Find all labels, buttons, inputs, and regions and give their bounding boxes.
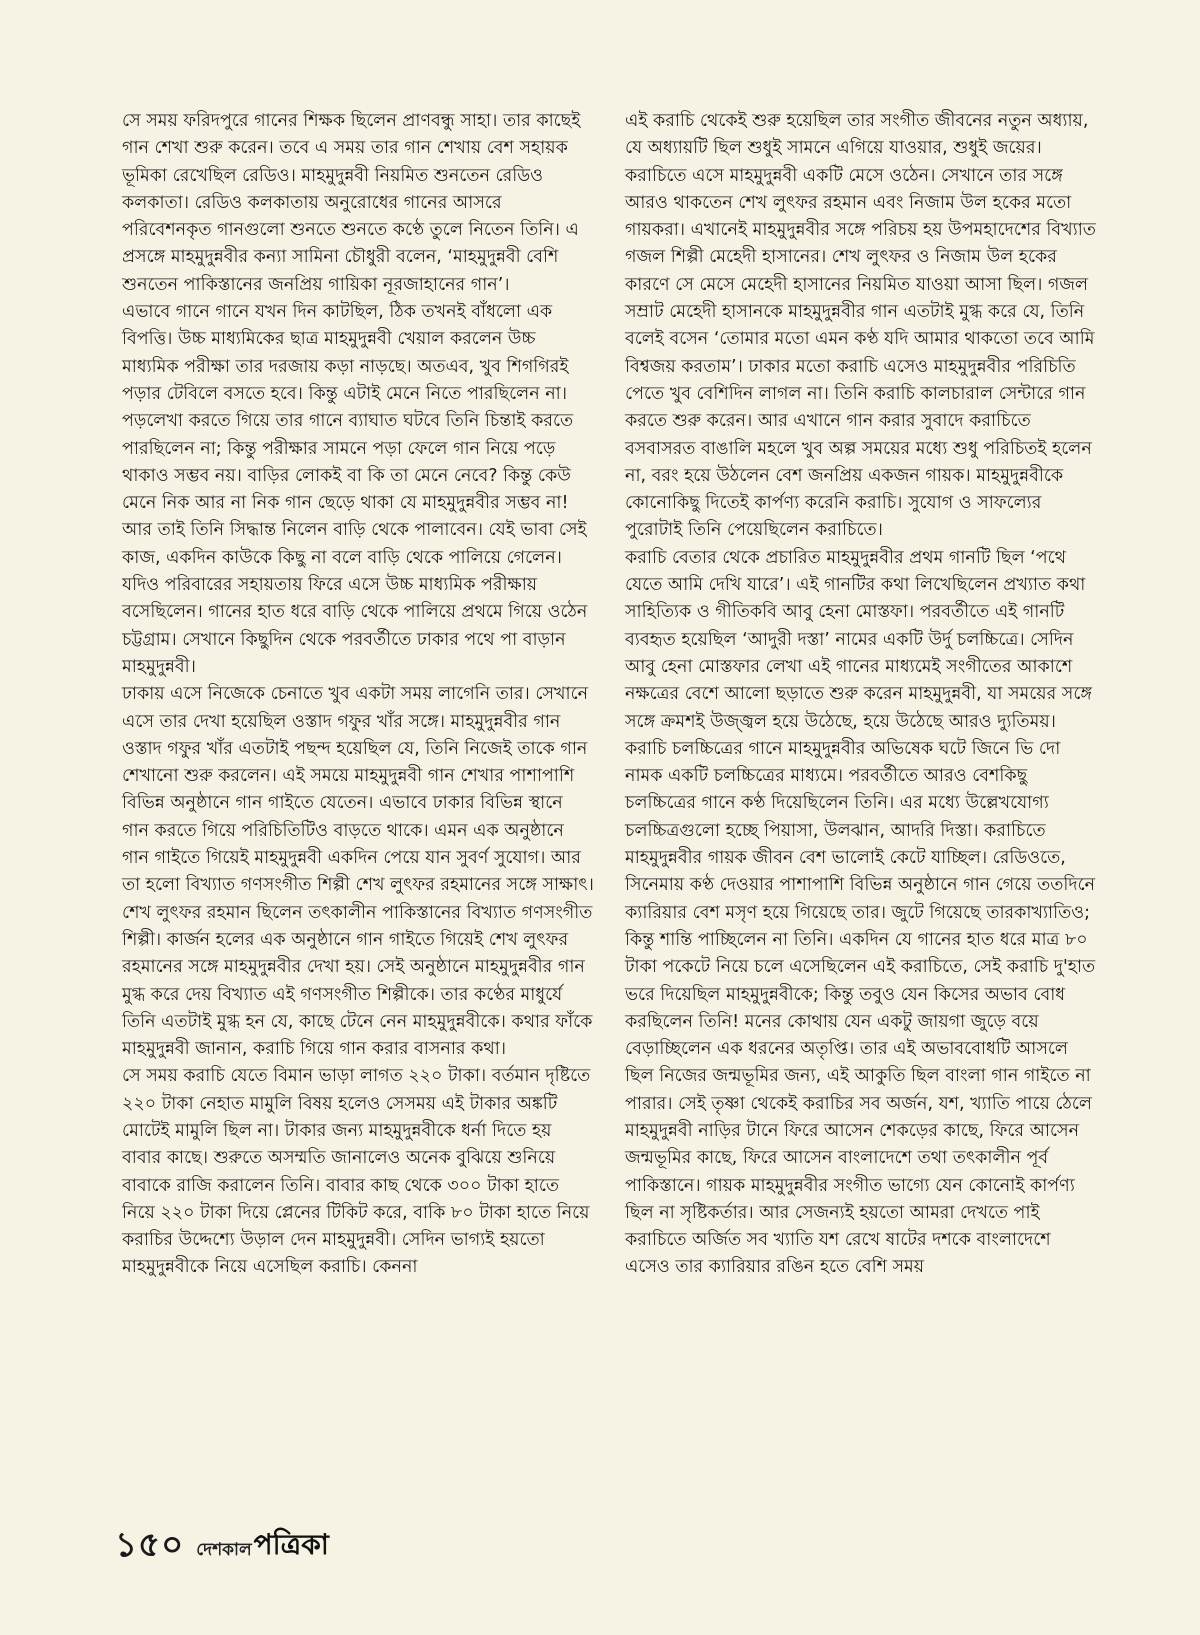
paragraph: সে সময় ফরিদপুরে গানের শিক্ষক ছিলেন প্রাণবন্ধু সাহা। তার কাছেই গান শেখা শুরু করেন। তবে এ সময় তার গান শেখায় বেশ সহায়ক ভূমিকা রেখেছিল রেডিও। মাহমুদুন্নবী নিয়মিত শুনতেন রেডিও কলকাতা। রেডিও কলকাতায় অনুরোধের গানের আসরে পরিবেশনকৃত গানগুলো শুনতে শুনতে কণ্ঠে তুলে নিতেন তিনি। এ প্রসঙ্গে মাহমুদুন্নবীর কন্যা সামিনা চৌধুরী বলেন, ‘মাহমুদুন্নবী বেশি শুনতেন পাকিস্তানের জনপ্রিয় গায়িকা নূরজাহানের গান’। bbox=[122, 111, 581, 295]
page-footer bbox=[115, 1523, 329, 1563]
right-text-column bbox=[625, 108, 1097, 1282]
paragraph: করাচিতে এসে মাহমুদুন্নবী একটি মেসে ওঠেন। সেখানে তার সঙ্গে আরও থাকতেন শেখ লুৎফর রহমান এবং নিজাম উল হকের মতো গায়করা। এখানেই মাহমুদুন্নবীর সঙ্গে পরিচয় হয় উপমহাদেশের বিখ্যাত গজল শিল্পী মেহেদী হাসানের। শেখ লুৎফর ও নিজাম উল হকের কারণে সে মেসে মেহেদী হাসানের নিয়মিত যাওয়া আসা ছিল। গজল সম্রাট মেহেদী হাসানকে মাহমুদুন্নবীর গান এতটাই মুগ্ধ করে যে, তিনি বলেই বসেন ‘তোমার মতো এমন কণ্ঠ যদি আমার থাকতো তবে আমি বিশ্বজয় করতাম’। ঢাকার মতো করাচি এসেও মাহমুদুন্নবীর পরিচিতি পেতে খুব বেশিদিন লাগল না। তিনি করাচি কালচারাল সেন্টারে গান করতে শুরু করেন। আর এখানে গান করার সুবাদে করাচিতে বসবাসরত বাঙালি মহলে খুব অল্প সময়ের মধ্যে শুধু পরিচিতই হলেন না, বরং হয়ে উঠলেন বেশ জনপ্রিয় একজন গায়ক। মাহমুদুন্নবীকে কোনোকিছু দিতেই কার্পণ্য করেনি করাচি। সুযোগ ও সাফল্যের পুরোটাই তিনি পেয়েছিলেন করাচিতে। bbox=[625, 165, 1096, 541]
page-number: ১৫০ bbox=[115, 1525, 185, 1565]
paragraph: ঢাকায় এসে নিজেকে চেনাতে খুব একটা সময় লাগেনি তার। সেখানে এসে তার দেখা হয়েছিল ওস্তাদ গফুর খাঁর সঙ্গে। মাহমুদুন্নবীর গান ওস্তাদ গফুর খাঁর এতটাই পছন্দ হয়েছিল যে, তিনি নিজেই তাকে গান শেখানো শুরু করলেন। এই সময়ে মাহমুদুন্নবী গান শেখার পাশাপাশি বিভিন্ন অনুষ্ঠানে গান গাইতে যেতেন। এভাবে ঢাকার বিভিন্ন স্থানে গান করতে গিয়ে পরিচিতিটিও বাড়তে থাকে। এমন এক অনুষ্ঠানে গান গাইতে গিয়েই মাহমুদুন্নবী একদিন পেয়ে যান সুবর্ণ সুযোগ। আর তা হলো বিখ্যাত গণসংগীত শিল্পী শেখ লুৎফর রহমানের সঙ্গে সাক্ষাৎ। শেখ লুৎফর রহমান ছিলেন তৎকালীন পাকিস্তানের বিখ্যাত গণসংগীত শিল্পী। কার্জন হলের এক অনুষ্ঠানে গান গাইতে গিয়েই শেখ লুৎফর রহমানের সঙ্গে মাহমুদুন্নবীর দেখা হয়। সেই অনুষ্ঠানে মাহমুদুন্নবীর গান মুগ্ধ করে দেয় বিখ্যাত এই গণসংগীত শিল্পীকে। তার কণ্ঠের মাধুর্যে তিনি এতটাই মুগ্ধ হন যে, কাছে টেনে নেন মাহমুদুন্নবীকে। কথার ফাঁকে মাহমুদুন্নবী জানান, করাচি গিয়ে গান করার বাসনার কথা। bbox=[122, 684, 594, 1060]
paragraph: এভাবে গানে গানে যখন দিন কাটছিল, ঠিক তখনই বাঁধলো এক বিপত্তি। উচ্চ মাধ্যমিকের ছাত্র মাহমুদুন্নবী খেয়াল করলেন উচ্চ মাধ্যমিক পরীক্ষা তার দরজায় কড়া নাড়ছে। অতএব, খুব শিগগিরই পড়ার টেবিলে বসতে হবে। কিন্তু এটাই মেনে নিতে পারছিলেন না। পড়লেখা করতে গিয়ে তার গানে ব্যাঘাত ঘটবে তিনি চিন্তাই করতে পারছিলেন না; কিন্তু পরীক্ষার সামনে পড়া ফেলে গান নিয়ে পড়ে থাকাও সম্ভব নয়। বাড়ির লোকই বা কি তা মেনে নেবে? কিন্তু কেউ মেনে নিক আর না নিক গান ছেড়ে থাকা যে মাহমুদুন্নবীর সম্ভব না! আর তাই তিনি সিদ্ধান্ত নিলেন বাড়ি থেকে পালাবেন। যেই ভাবা সেই কাজ, একদিন কাউকে কিছু না বলে বাড়ি থেকে পালিয়ে গেলেন। যদিও পরিবারের সহায়তায় ফিরে এসে উচ্চ মাধ্যমিক পরীক্ষায় বসেছিলেন। গানের হাত ধরে বাড়ি থেকে পালিয়ে প্রথমে গিয়ে ওঠেন চট্টগ্রাম। সেখানে কিছুদিন থেকে পরবর্তীতে ঢাকার পথে পা বাড়ান মাহমুদুন্নবী। bbox=[122, 302, 588, 677]
paragraph: এই করাচি থেকেই শুরু হয়েছিল তার সংগীত জীবনের নতুন অধ্যায়, যে অধ্যায়টি ছিল শুধুই সামনে এগিয়ে যাওয়ার, শুধুই জয়ের। bbox=[625, 111, 1089, 159]
magazine-logo bbox=[196, 1530, 329, 1563]
logo-big-text: পত্রিকা bbox=[253, 1528, 329, 1561]
paragraph: করাচি বেতার থেকে প্রচারিত মাহমুদুন্নবীর প্রথম গানটি ছিল ‘পথে যেতে আমি দেখি যারে’। এই গানটির কথা লিখেছিলেন প্রখ্যাত কথা সাহিত্যিক ও গীতিকবি আবু হেনা মোস্তফা। পরবর্তীতে এই গানটি ব্যবহৃত হয়েছিল ‘আদুরী দস্তা’ নামের একটি উর্দু চলচ্চিত্রে। সেদিন আবু হেনা মোস্তফার লেখা এই গানের মাধ্যমেই সংগীতের আকাশে নক্ষত্রের বেশে আলো ছড়াতে শুরু করেন মাহমুদুন্নবী, যা সময়ের সঙ্গে সঙ্গে ক্রমশই উজ্জ্বল হয়ে উঠেছে, হয়ে উঠেছে আরও দ্যুতিময়। করাচি চলচ্চিত্রের গানে মাহমুদুন্নবীর অভিষেক ঘটে জিনে ভি দো নামক একটি চলচ্চিত্রের মাধ্যমে। পরবর্তীতে আরও বেশকিছু চলচ্চিত্রের গানে কণ্ঠ দিয়েছিলেন তিনি। এর মধ্যে উল্লেখযোগ্য চলচ্চিত্রগুলো হচ্ছে পিয়াসা, উলঝান, আদরি দিস্তা। করাচিতে মাহমুদুন্নবীর গায়ক জীবন বেশ ভালোই কেটে যাচ্ছিল। রেডিওতে, সিনেমায় কণ্ঠ দেওয়ার পাশাপাশি বিভিন্ন অনুষ্ঠানে গান গেয়ে ততদিনে ক্যারিয়ার বেশ মসৃণ হয়ে গিয়েছে তার। জুটে গিয়েছে তারকাখ্যাতিও; কিন্তু শান্তি পাচ্ছিলেন না তিনি। একদিন যে গানের হাত ধরে মাত্র ৮০ টাকা পকেটে নিয়ে চলে এসেছিলেন এই করাচিতে, সেই করাচি দু'হাত ভরে দিয়েছিল মাহমুদুন্নবীকে; কিন্তু তবুও যেন কিসের অভাব বোধ করছিলেন তিনি! মনের কোথায় যেন একটু জায়গা জুড়ে বয়ে বেড়াচ্ছিলেন এক ধরনের অতৃপ্তি। তার এই অভাববোধটি আসলে ছিল নিজের জন্মভূমির জন্য, এই আকুতি ছিল বাংলা গান গাইতে না পারার। সেই তৃষ্ণা থেকেই করাচির সব অর্জন, যশ, খ্যাতি পায়ে ঠেলে মাহমুদুন্নবী নাড়ির টানে ফিরে আসেন শেকড়ের কাছে, ফিরে আসেন জন্মভূমির কাছে, ফিরে আসেন বাংলাদেশে তথা তৎকালীন পূর্ব পাকিস্তানে। গায়ক মাহমুদুন্নবীর সংগীত ভাগ্যে যেন কোনোই কার্পণ্য ছিল না সৃষ্টিকর্তার। আর সেজন্যই হয়তো আমরা দেখতে পাই করাচিতে অর্জিত সব খ্যাতি যশ রেখে ষাটের দশকে বাংলাদেশে এসেও তার ক্যারিয়ার রঙিন হতে বেশি সময় bbox=[625, 547, 1096, 1278]
logo-small-text: দেশকাল bbox=[196, 1540, 252, 1560]
left-text-column bbox=[122, 108, 594, 1282]
paragraph: সে সময় করাচি যেতে বিমান ভাড়া লাগত ২২০ টাকা। বর্তমান দৃষ্টিতে ২২০ টাকা নেহাত মামুলি বিষয় হলেও সেসময় এই টাকার অঙ্কটি মোটেই মামুলি ছিল না। টাকার জন্য মাহমুদুন্নবীকে ধর্না দিতে হয় বাবার কাছে। শুরুতে অসম্মতি জানালেও অনেক বুঝিয়ে শুনিয়ে বাবাকে রাজি করালেন তিনি। বাবার কাছ থেকে ৩০০ টাকা হাতে নিয়ে ২২০ টাকা দিয়ে প্লেনের টিকিট করে, বাকি ৮০ টাকা হাতে নিয়ে করাচির উদ্দেশ্যে উড়াল দেন মাহমুদুন্নবী। সেদিন ভাগ্যই হয়তো মাহমুদুন্নবীকে নিয়ে এসেছিল করাচি। কেননা bbox=[122, 1066, 591, 1278]
